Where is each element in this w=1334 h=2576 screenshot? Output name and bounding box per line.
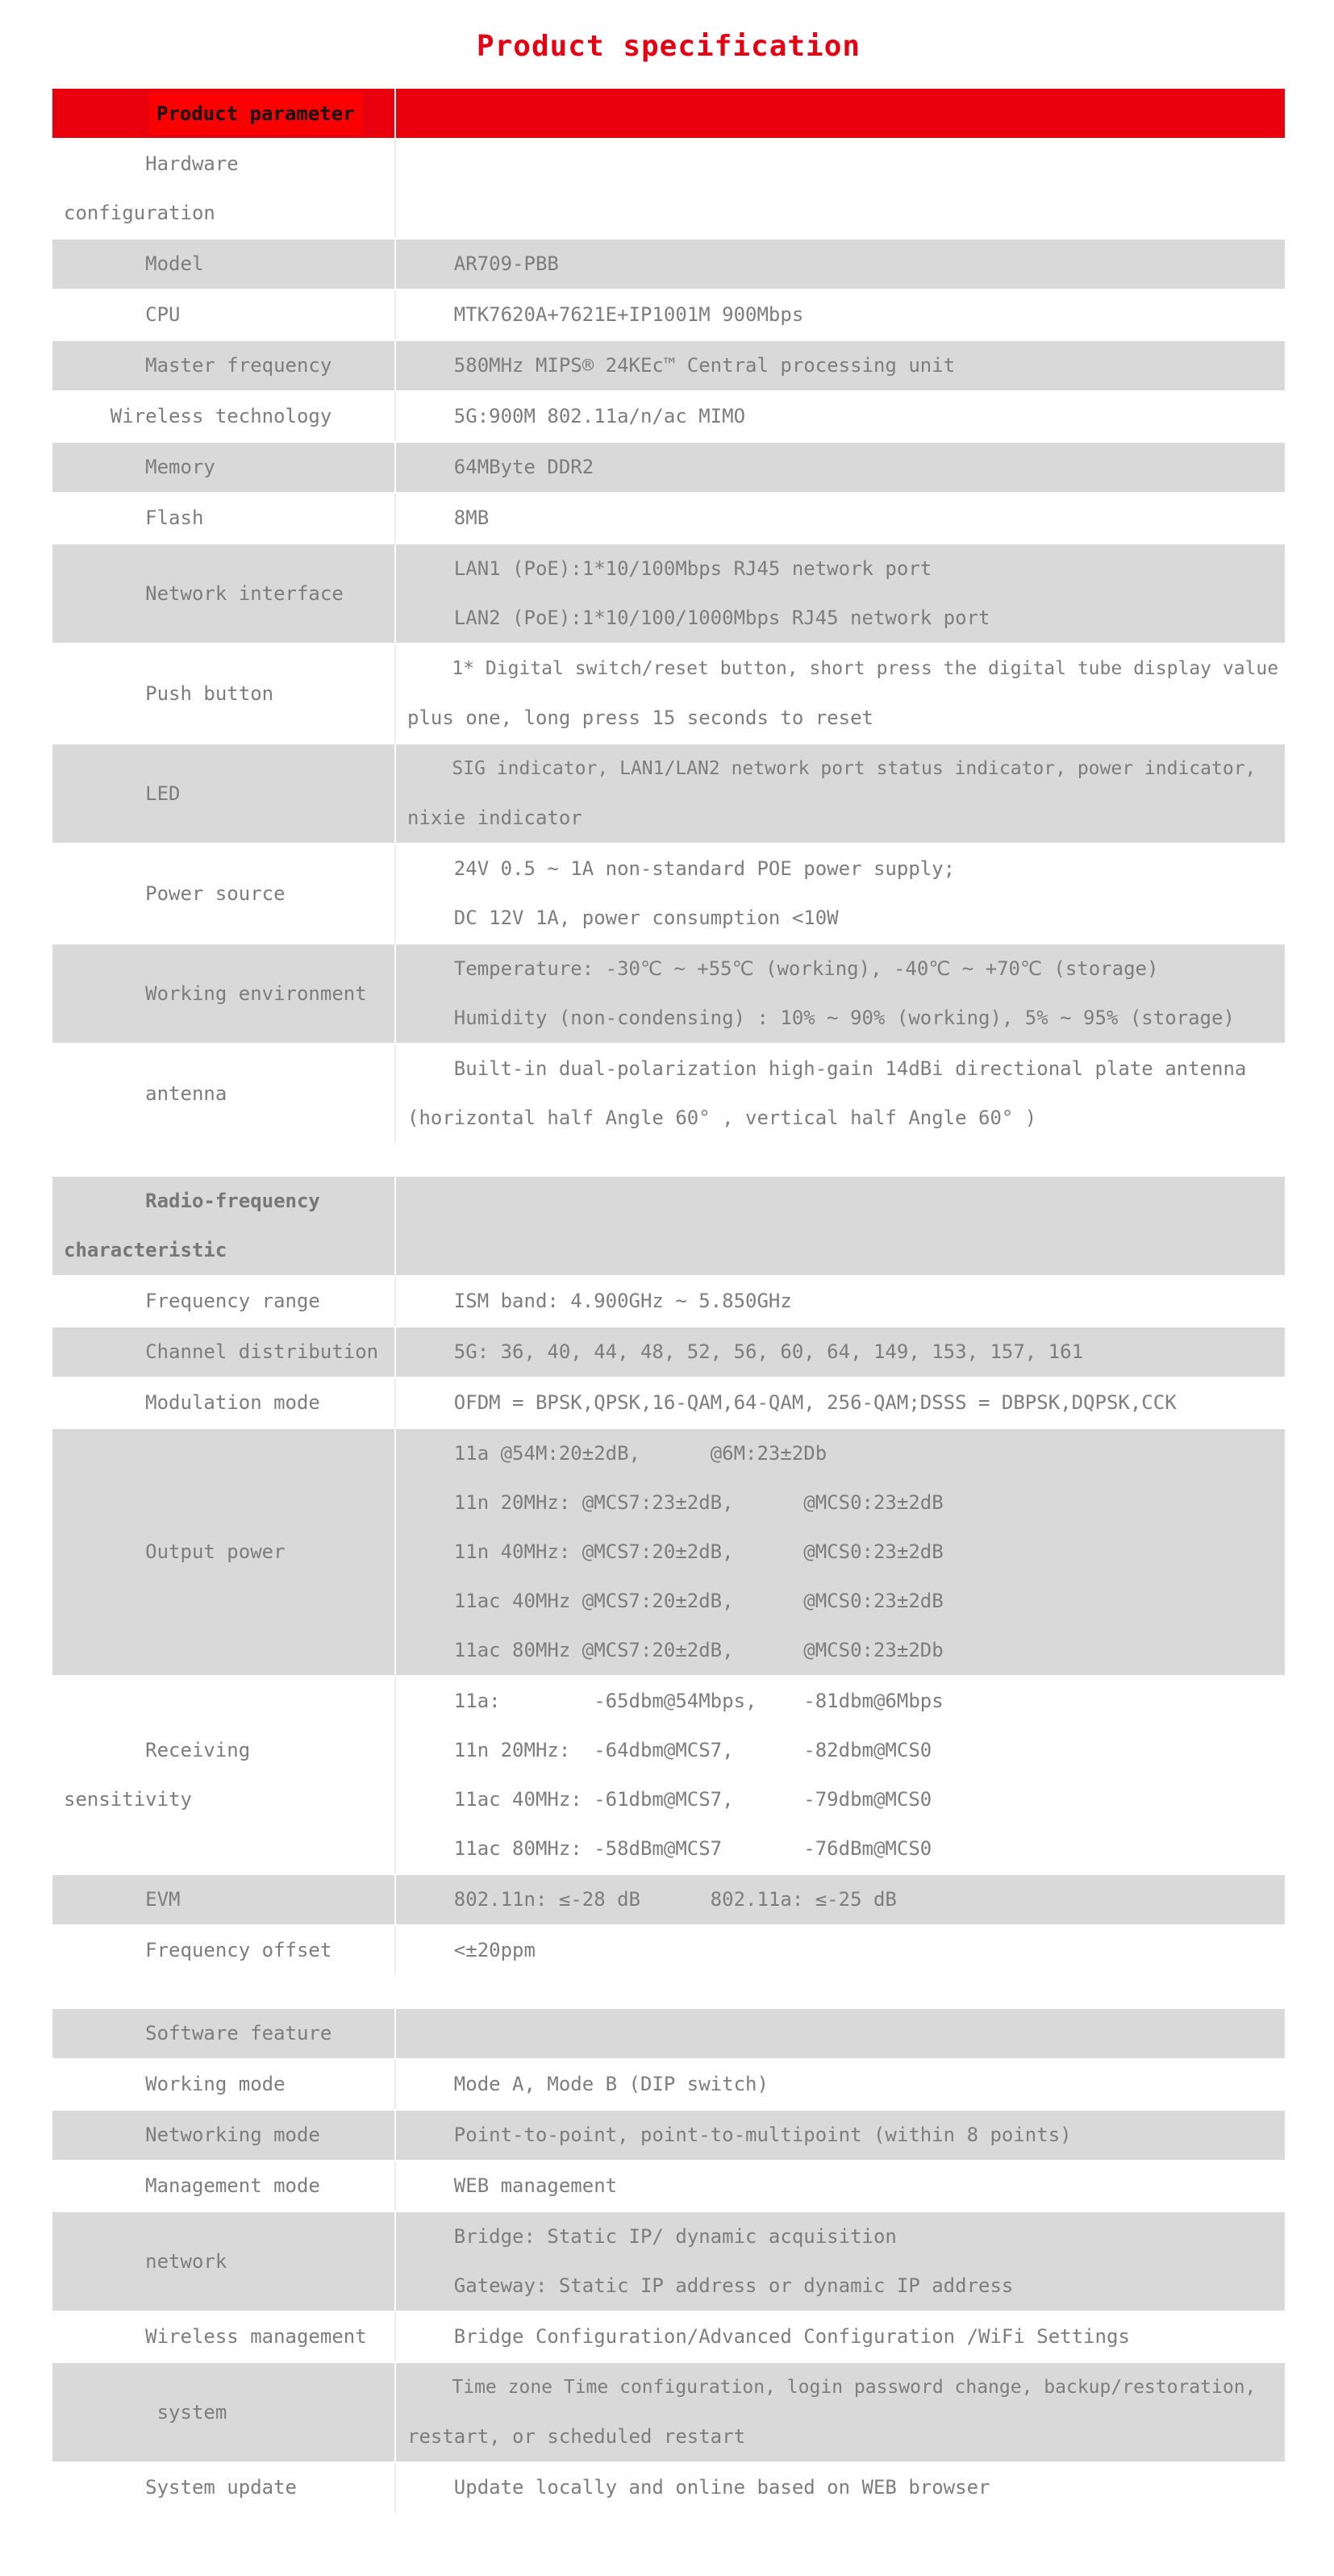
text-line: 11n 20MHz: -64dbm@MCS7, -82dbm@MCS0 bbox=[407, 1739, 932, 1761]
spec-table-software bbox=[52, 2009, 1285, 2512]
text-line: 11n 40MHz: @MCS7:20±2dB, @MCS0:23±2dB bbox=[407, 1540, 944, 1563]
label-cell bbox=[52, 844, 394, 943]
value-cell bbox=[394, 944, 1285, 1043]
text-line: Memory bbox=[64, 456, 215, 478]
row-receiving-sensitivity bbox=[52, 1677, 1285, 1874]
row-software-feature bbox=[52, 2009, 1285, 2058]
value-cell bbox=[394, 341, 1285, 390]
row-led bbox=[52, 744, 1285, 843]
page-title: Product specification bbox=[476, 30, 861, 63]
text-line: Humidity (non-condensing) : 10% ~ 90% (working), 5% ~ 95% (storage) bbox=[407, 1007, 1235, 1029]
row-master-frequency bbox=[52, 341, 1285, 390]
text-line: 8MB bbox=[407, 506, 490, 529]
row-model bbox=[52, 240, 1285, 289]
text-line: Master frequency bbox=[64, 354, 332, 377]
text-line: Bridge Configuration/Advanced Configuration /WiFi Settings bbox=[407, 2325, 1130, 2348]
text-line: plus one, long press 15 seconds to reset bbox=[407, 707, 873, 729]
text-line: 24V 0.5 ~ 1A non-standard POE power supply; bbox=[407, 857, 956, 880]
row-radio-frequency-characteristic bbox=[52, 1177, 1285, 1275]
text-line: Networking mode bbox=[64, 2124, 320, 2146]
label-cell bbox=[52, 240, 394, 289]
text-line: 5G: 36, 40, 44, 48, 52, 56, 60, 64, 149, 153, 157, 161 bbox=[407, 1340, 1084, 1363]
row-network-interface bbox=[52, 544, 1285, 643]
text-line: DC 12V 1A, power consumption <10W bbox=[407, 907, 839, 929]
label-cell bbox=[52, 544, 394, 643]
value-cell bbox=[394, 89, 1285, 138]
text-line: 11ac 80MHz @MCS7:20±2dB, @MCS0:23±2Db bbox=[407, 1639, 944, 1661]
text-line: restart, or scheduled restart bbox=[407, 2425, 746, 2448]
label-cell bbox=[52, 1875, 394, 1924]
text-line: CPU bbox=[64, 303, 181, 326]
row-working-mode bbox=[52, 2060, 1285, 2109]
label-cell bbox=[52, 1926, 394, 1975]
value-cell bbox=[394, 392, 1285, 441]
value-cell bbox=[394, 644, 1285, 743]
row-modulation-mode bbox=[52, 1378, 1285, 1428]
label-cell bbox=[52, 2161, 394, 2211]
label-cell bbox=[52, 2463, 394, 2512]
text-line: configuration bbox=[64, 202, 215, 224]
label-cell bbox=[52, 290, 394, 340]
row-evm bbox=[52, 1875, 1285, 1924]
label-cell bbox=[52, 1328, 394, 1377]
label-cell bbox=[52, 1177, 394, 1275]
label-cell bbox=[52, 944, 394, 1043]
value-cell bbox=[394, 1677, 1285, 1874]
text-line: Wireless management bbox=[64, 2325, 367, 2348]
label-cell bbox=[52, 1044, 394, 1143]
text-line: LAN2 (PoE):1*10/100/1000Mbps RJ45 network port bbox=[407, 606, 990, 629]
spec-tables bbox=[52, 89, 1285, 2512]
row-management-mode bbox=[52, 2161, 1285, 2211]
text-line: Wireless technology bbox=[64, 405, 332, 427]
text-line: Push button bbox=[64, 682, 274, 705]
value-cell bbox=[394, 1429, 1285, 1675]
text-line: Frequency offset bbox=[64, 1939, 332, 1961]
label-cell bbox=[52, 1429, 394, 1675]
text-line: Update locally and online based on WEB browser bbox=[407, 2476, 990, 2499]
label-cell bbox=[52, 140, 394, 238]
label-cell bbox=[52, 2312, 394, 2361]
value-cell bbox=[394, 544, 1285, 643]
text-line: Management mode bbox=[64, 2174, 320, 2197]
text-line: 5G:900M 802.11a/n/ac MIMO bbox=[407, 405, 746, 427]
text-line: characteristic bbox=[64, 1239, 227, 1261]
value-cell bbox=[394, 1277, 1285, 1326]
row-frequency-range bbox=[52, 1277, 1285, 1326]
value-cell bbox=[394, 2060, 1285, 2109]
label-cell bbox=[52, 494, 394, 543]
value-cell bbox=[394, 1177, 1285, 1275]
label-cell bbox=[52, 89, 394, 138]
value-cell bbox=[394, 2111, 1285, 2160]
row-product-parameter bbox=[52, 89, 1285, 138]
label-cell bbox=[52, 341, 394, 390]
text-line: MTK7620A+7621E+IP1001M 900Mbps bbox=[407, 303, 804, 326]
text-line: Receiving bbox=[64, 1739, 251, 1761]
label-cell bbox=[52, 1677, 394, 1874]
text-line: Network interface bbox=[64, 581, 344, 605]
value-cell bbox=[394, 2161, 1285, 2211]
text-line: Mode A, Mode B (DIP switch) bbox=[407, 2073, 769, 2095]
text-line: Time zone Time configuration, login password change, backup/restoration, bbox=[407, 2377, 1257, 2398]
text-line: Working mode bbox=[64, 2073, 286, 2095]
value-cell bbox=[394, 1328, 1285, 1377]
row-power-source bbox=[52, 844, 1285, 943]
row-memory bbox=[52, 443, 1285, 492]
row-system bbox=[52, 2363, 1285, 2461]
row-channel-distribution bbox=[52, 1328, 1285, 1377]
text-line: ISM band: 4.900GHz ~ 5.850GHz bbox=[407, 1290, 792, 1312]
text-line: network bbox=[64, 2249, 227, 2273]
label-cell bbox=[52, 2009, 394, 2058]
row-antenna bbox=[52, 1044, 1285, 1143]
value-cell bbox=[394, 1044, 1285, 1143]
row-frequency-offset bbox=[52, 1926, 1285, 1975]
text-line: OFDM = BPSK,QPSK,16-QAM,64-QAM, 256-QAM;DSSS = DBPSK,DQPSK,CCK bbox=[407, 1391, 1177, 1414]
text-line: EVM bbox=[64, 1888, 181, 1911]
text-line: 802.11n: ≤-28 dB 802.11a: ≤-25 dB bbox=[407, 1888, 897, 1911]
text-line: system bbox=[64, 2400, 227, 2424]
text-line: Output power bbox=[64, 1540, 286, 1563]
row-output-power bbox=[52, 1429, 1285, 1675]
text-line: LAN1 (PoE):1*10/100Mbps RJ45 network port bbox=[407, 557, 932, 580]
text-line: sensitivity bbox=[64, 1788, 192, 1811]
value-cell bbox=[394, 1875, 1285, 1924]
label-cell bbox=[52, 2060, 394, 2109]
text-line: Power source bbox=[64, 882, 286, 905]
text-line: Bridge: Static IP/ dynamic acquisition bbox=[407, 2225, 897, 2248]
text-line: WEB management bbox=[407, 2174, 618, 2197]
value-cell bbox=[394, 443, 1285, 492]
label-cell bbox=[52, 2111, 394, 2160]
text-line: AR709-PBB bbox=[407, 252, 559, 275]
label-cell bbox=[52, 2212, 394, 2311]
spec-table-radio-frequency bbox=[52, 1177, 1285, 1975]
text-line: Gateway: Static IP address or dynamic IP address bbox=[407, 2274, 1014, 2297]
text-line: Software feature bbox=[64, 2022, 332, 2045]
value-cell bbox=[394, 494, 1285, 543]
label-cell bbox=[52, 744, 394, 843]
text-line: 11ac 40MHz @MCS7:20±2dB, @MCS0:23±2dB bbox=[407, 1590, 944, 1612]
label-cell bbox=[52, 1378, 394, 1428]
row-flash bbox=[52, 494, 1285, 543]
text-line: Radio-frequency bbox=[64, 1190, 320, 1212]
value-cell bbox=[394, 2212, 1285, 2311]
row-wireless-technology bbox=[52, 392, 1285, 441]
text-line: 11ac 40MHz: -61dbm@MCS7, -79dbm@MCS0 bbox=[407, 1788, 932, 1811]
text-line: Frequency range bbox=[64, 1290, 320, 1312]
row-cpu bbox=[52, 290, 1285, 340]
text-line: Modulation mode bbox=[64, 1391, 320, 1414]
row-hardware-configuration bbox=[52, 140, 1285, 238]
text-line: 1* Digital switch/reset button, short press the digital tube display value bbox=[407, 658, 1279, 679]
text-line: Point-to-point, point-to-multipoint (within 8 points) bbox=[407, 2124, 1072, 2146]
text-line: (horizontal half Angle 60° , vertical half Angle 60° ) bbox=[407, 1107, 1037, 1129]
value-cell bbox=[394, 290, 1285, 340]
header-highlight: Product parameter bbox=[149, 93, 362, 135]
text-line: Channel distribution bbox=[64, 1340, 379, 1363]
text-line: Hardware bbox=[64, 152, 239, 175]
text-line: 11ac 80MHz: -58dBm@MCS7 -76dBm@MCS0 bbox=[407, 1837, 932, 1860]
row-wireless-management bbox=[52, 2312, 1285, 2361]
text-line: 64MByte DDR2 bbox=[407, 456, 594, 478]
text-line: Model bbox=[64, 252, 204, 275]
value-cell bbox=[394, 2312, 1285, 2361]
spec-table-hardware bbox=[52, 89, 1285, 1143]
value-cell bbox=[394, 1926, 1285, 1975]
text-line: System update bbox=[64, 2476, 297, 2499]
row-working-environment bbox=[52, 944, 1285, 1043]
text-line: 11a @54M:20±2dB, @6M:23±2Db bbox=[407, 1442, 827, 1465]
text-line: antenna bbox=[64, 1082, 227, 1105]
text-line: Flash bbox=[64, 506, 204, 529]
text-line: 580MHz MIPS® 24KEc™ Central processing unit bbox=[407, 354, 956, 377]
text-line: nixie indicator bbox=[407, 807, 582, 829]
text-line: Temperature: -30℃ ~ +55℃ (working), -40℃ ~ +70℃ (storage) bbox=[407, 957, 1159, 980]
value-cell bbox=[394, 240, 1285, 289]
row-system-update bbox=[52, 2463, 1285, 2512]
value-cell bbox=[394, 1378, 1285, 1428]
label-cell bbox=[52, 392, 394, 441]
text-line: LED bbox=[64, 782, 181, 805]
label-cell bbox=[52, 443, 394, 492]
text-line: SIG indicator, LAN1/LAN2 network port status indicator, power indicator, bbox=[407, 758, 1257, 779]
value-cell bbox=[394, 844, 1285, 943]
text-line: 11a: -65dbm@54Mbps, -81dbm@6Mbps bbox=[407, 1690, 944, 1712]
row-push-button bbox=[52, 644, 1285, 743]
row-networking-mode bbox=[52, 2111, 1285, 2160]
value-cell bbox=[394, 140, 1285, 238]
value-cell bbox=[394, 744, 1285, 843]
text-line: Built-in dual-polarization high-gain 14dBi directional plate antenna bbox=[407, 1057, 1247, 1080]
label-cell bbox=[52, 644, 394, 743]
value-cell bbox=[394, 2463, 1285, 2512]
text-line: <±20ppm bbox=[407, 1939, 536, 1961]
text-line: Working environment bbox=[64, 982, 367, 1005]
text-line: 11n 20MHz: @MCS7:23±2dB, @MCS0:23±2dB bbox=[407, 1491, 944, 1514]
row-network bbox=[52, 2212, 1285, 2311]
label-cell bbox=[52, 1277, 394, 1326]
label-cell bbox=[52, 2363, 394, 2461]
value-cell bbox=[394, 2363, 1285, 2461]
value-cell bbox=[394, 2009, 1285, 2058]
